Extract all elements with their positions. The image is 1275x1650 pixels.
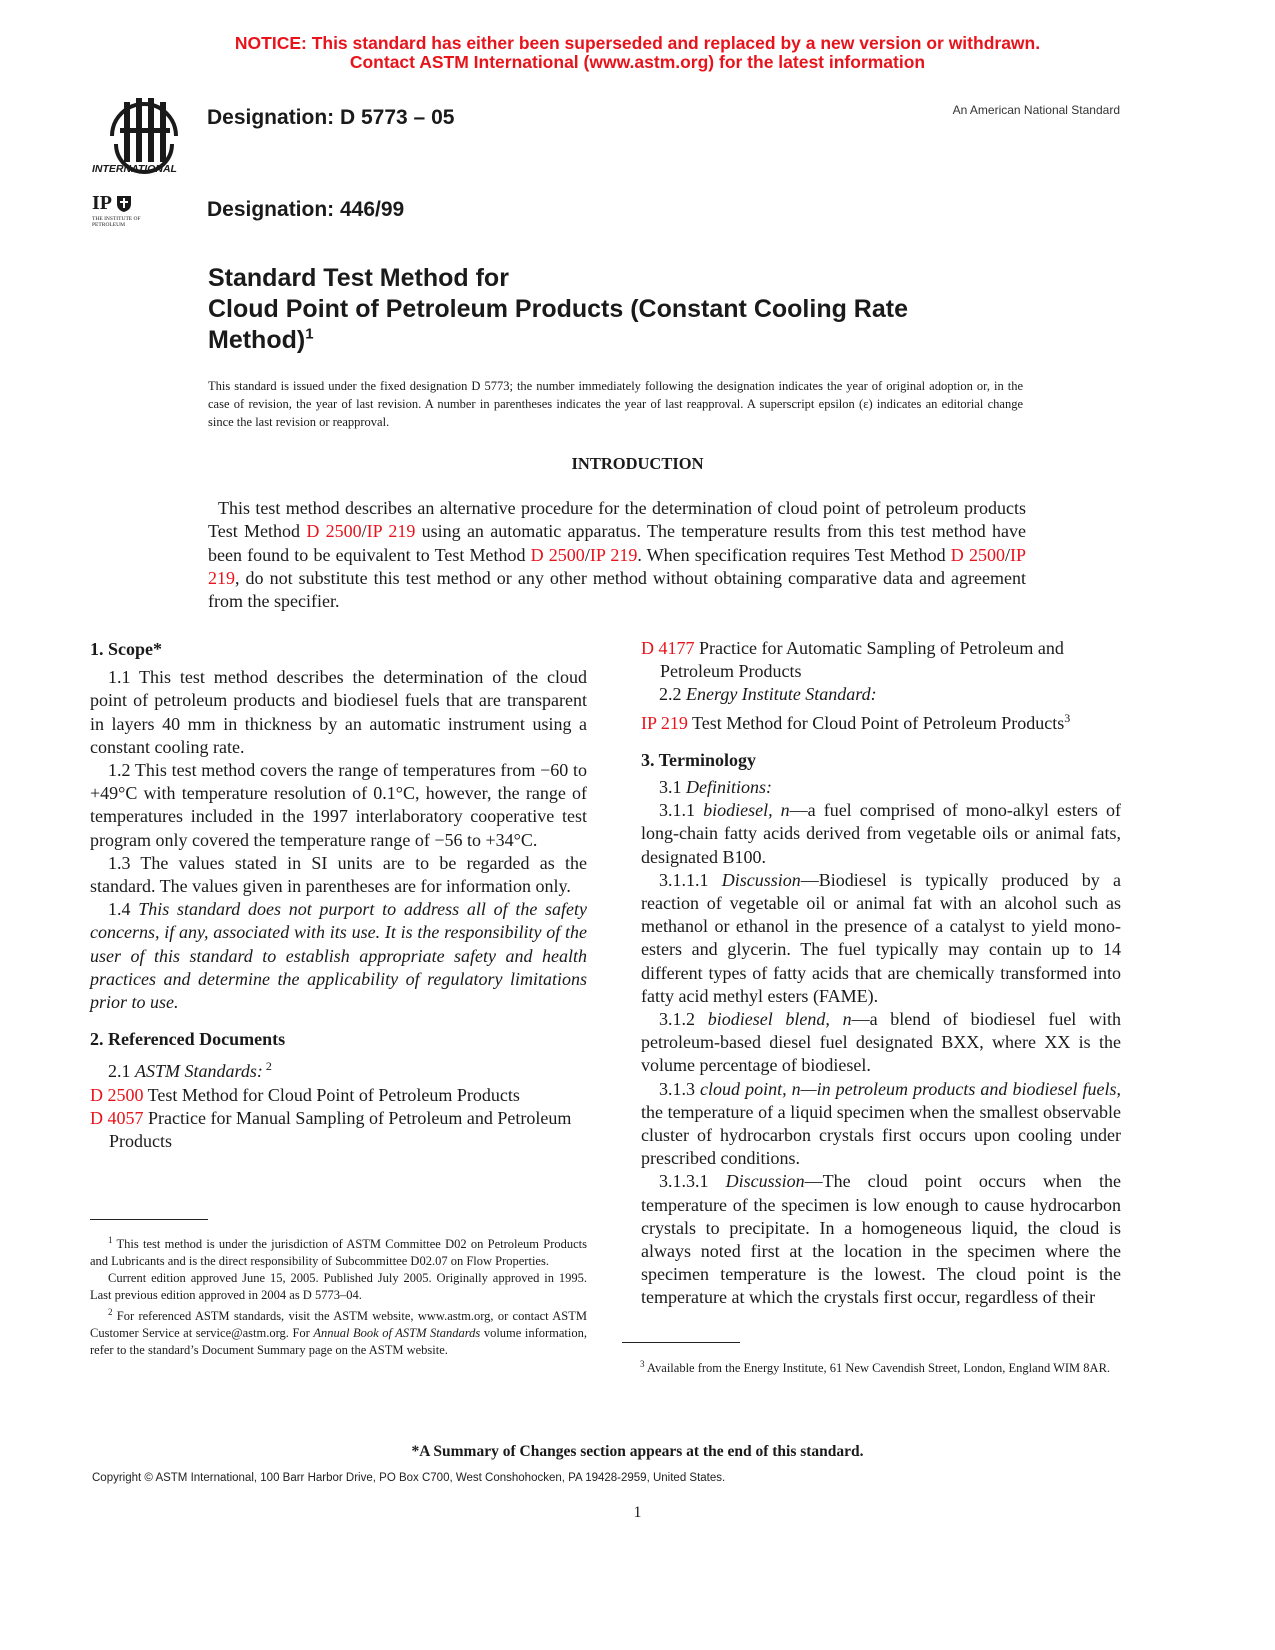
section-1-1: 1.1 This test method describes the determination of the cloud point of petroleum products and biodiesel fuels that are transparent in layers 40 mm in thickness by an automatic instrument using a constant cooling rate.: [90, 667, 587, 757]
section-2-1-sup: 2: [262, 1059, 272, 1074]
definition-biodiesel-blend-term: biodiesel blend, n: [707, 1009, 852, 1030]
section-3-1-text: Definitions:: [686, 777, 772, 798]
footnote-2-mark: 2: [108, 1307, 113, 1318]
footnotes-right: [622, 1356, 1120, 1377]
link-ip219[interactable]: IP 219: [366, 521, 416, 542]
designation-astm: Designation: D 5773 – 05: [207, 106, 455, 129]
discussion-biodiesel-label: Discussion: [721, 869, 801, 890]
page-number: 1: [633, 1504, 642, 1521]
footnote-2-text-italic: Annual Book of ASTM Standards: [313, 1326, 481, 1341]
footnote-rule-left: [90, 1219, 208, 1220]
definition-cloud-point-number: 3.1.3: [659, 1078, 701, 1099]
definition-cloud-point-term: cloud point, n—in petroleum products and biodiesel fuels: [700, 1078, 1117, 1099]
footnote-2-text-a: For referenced ASTM standards, visit the ASTM website, www.astm.org, or contact ASTM Customer Service at service@astm.org. For: [90, 1309, 587, 1341]
summary-of-changes-note: *A Summary of Changes section appears at the end of this standard.: [411, 1443, 864, 1460]
american-national-standard: An American National Standard: [952, 103, 1120, 117]
definition-biodiesel-number: 3.1.1: [659, 800, 704, 821]
section-1-2: 1.2 This test method covers the range of temperatures from −60 to +49°C with temperature resolution of 0.1°C, however, the range of temperatures included in the 1997 interlaboratory cooperative test program only covered the temperature range of −56 to +34°C.: [90, 760, 587, 850]
title-line-3: [208, 325, 1108, 356]
definition-biodiesel-text: —a fuel comprised of mono-alkyl esters of long-chain fatty acids derived from vegetable oils or animal fats, designated B100.: [641, 800, 1121, 867]
footnote-3: [622, 1356, 1120, 1377]
definition-biodiesel: [641, 799, 1121, 869]
footnote-3-text: Available from the Energy Institute, 61 New Cavendish Street, London, England WIM 8AR.: [644, 1361, 1111, 1376]
astm-logo-text: INTERNATIONAL: [92, 163, 177, 175]
intro-text-3: . When specification requires Test Method: [637, 544, 951, 565]
introduction-heading: INTRODUCTION: [571, 454, 704, 473]
document-title: [208, 263, 1108, 356]
footnote-1-edition: Current edition approved June 15, 2005. Published July 2005. Originally approved in 1995. Last previous edition approved in 2004 as D 5773–04.: [90, 1271, 587, 1303]
definition-biodiesel-blend-text: —a blend of biodiesel fuel with petroleum-based diesel fuel designated BXX, where XX is the volume percentage of biodiesel.: [641, 1009, 1121, 1076]
section-2-2-number: 2.2: [659, 684, 686, 705]
link-d2500[interactable]: D 2500: [90, 1084, 144, 1105]
terminology-heading: 3. Terminology: [641, 749, 757, 770]
shield-icon: [116, 195, 132, 213]
title-line-2: Cloud Point of Petroleum Products (Constant Cooling Rate: [208, 295, 908, 323]
discussion-cloud-point: [641, 1170, 1121, 1309]
section-1-4-number: 1.4: [108, 899, 139, 920]
section-1-4: [90, 898, 587, 1014]
definition-biodiesel-blend-number: 3.1.2: [659, 1009, 708, 1030]
discussion-cloud-point-number: 3.1.3.1: [659, 1171, 726, 1192]
scope-heading: 1. Scope*: [90, 639, 162, 659]
footnote-2: [90, 1304, 587, 1359]
ip-logo: [92, 192, 152, 232]
section-2-2-text: Energy Institute Standard:: [686, 684, 877, 705]
link-ip219[interactable]: IP 219: [208, 544, 1026, 588]
reference-ip219-title: Test Method for Cloud Point of Petroleum Products: [687, 712, 1065, 733]
section-2-1-number: 2.1: [108, 1061, 135, 1082]
referenced-documents-heading: 2. Referenced Documents: [90, 1029, 286, 1050]
introduction-text: [208, 497, 1026, 613]
link-d2500[interactable]: D 2500: [950, 544, 1005, 565]
intro-text-1: This test method describes an alternative procedure for the determination of cloud point of petroleum products Test Method: [208, 498, 1026, 542]
title-line-3-text: Method): [208, 326, 306, 354]
reference-d4177-title: Practice for Automatic Sampling of Petroleum and Petroleum Products: [660, 638, 1064, 682]
intro-text-4: , do not substitute this test method or any other method without obtaining comparative data and agreement from the specifier.: [208, 567, 1026, 612]
discussion-cloud-point-label: Discussion: [725, 1171, 805, 1192]
right-column: [641, 637, 1121, 1310]
title-footnote-mark: 1: [305, 325, 314, 343]
astm-logo: [92, 88, 196, 180]
definition-cloud-point-text: , the temperature of a liquid specimen when the smallest observable cluster of hydrocarbon crystals first occurs upon cooling under prescribed conditions.: [641, 1078, 1121, 1169]
footnote-1-mark: 1: [108, 1235, 113, 1245]
link-d4177[interactable]: D 4177: [641, 638, 695, 658]
footnote-1: [90, 1232, 587, 1270]
reference-ip219-sup: 3: [1064, 710, 1071, 725]
reference-ip219: [641, 707, 1121, 735]
footnote-rule-right: [622, 1342, 740, 1343]
link-ip219[interactable]: IP 219: [589, 544, 638, 565]
ip-logo-subtext: THE INSTITUTE OF PETROLEUM: [92, 216, 141, 228]
intro-slash: /: [361, 521, 367, 542]
notice-line-2: Contact ASTM International (www.astm.org) for the latest information: [349, 52, 926, 72]
link-d2500[interactable]: D 2500: [530, 544, 585, 565]
reference-d4057-title: Practice for Manual Sampling of Petroleum and Petroleum Products: [109, 1107, 572, 1152]
intro-slash: /: [584, 544, 590, 565]
section-2-2: [641, 683, 1121, 706]
footnote-3-mark: 3: [640, 1359, 645, 1369]
left-column: [90, 638, 587, 1153]
intro-slash: /: [1004, 544, 1010, 565]
designation-ip: Designation: 446/99: [207, 198, 405, 221]
reference-d4057: [90, 1107, 587, 1153]
link-d2500[interactable]: D 2500: [306, 521, 362, 542]
discussion-biodiesel-text: —Biodiesel is typically produced by a reaction of vegetable oil or animal fat with an alcohol such as methanol or ethanol in the presence of a catalyst to yield mono-esters and glycerin. The fuel typically may contain up to 14 different types of fatty acids that are chemically transformed into fatty acid methyl esters (FAME).: [641, 869, 1121, 1006]
footnote-2-text-b: volume information, refer to the standard’s Document Summary page on the ASTM website.: [90, 1326, 587, 1358]
discussion-biodiesel: [641, 869, 1121, 1008]
copyright: Copyright © ASTM International, 100 Barr Harbor Drive, PO Box C700, West Conshohocken, PA 19428-2959, United States.: [92, 1472, 726, 1484]
definition-cloud-point: [641, 1078, 1121, 1171]
discussion-cloud-point-text: —The cloud point occurs when the temperature of the specimen is low enough to cause hydrocarbon crystals to precipitate. In a homogeneous liquid, the cloud is always noted first at the location in the specimen where the specimen temperature is the lowest. The cloud point is the temperature at which the crystals first occur, regardless of their: [641, 1171, 1121, 1308]
link-ip219[interactable]: IP 219: [641, 712, 688, 733]
discussion-biodiesel-number: 3.1.1.1: [659, 869, 722, 890]
definition-biodiesel-blend: [641, 1008, 1121, 1078]
section-1-3: 1.3 The values stated in SI units are to be regarded as the standard. The values given in parentheses are for information only.: [90, 852, 587, 897]
notice-line-1: NOTICE: This standard has either been superseded and replaced by a new version or withdrawn.: [234, 33, 1041, 53]
section-3-1-number: 3.1: [659, 777, 686, 798]
section-2-1: [90, 1055, 587, 1083]
withdrawal-notice: [0, 34, 1275, 72]
reference-d2500: [90, 1084, 587, 1107]
section-2-1-text: ASTM Standards:: [135, 1061, 263, 1082]
footnotes-left: [90, 1232, 587, 1359]
intro-text-2: using an automatic apparatus. The temperature results from this test method have been found to be equivalent to Test Method: [208, 521, 1027, 565]
issued-note: This standard is issued under the fixed designation D 5773; the number immediately following the designation indicates the year of original adoption or, in the case of revision, the year of last revision. A number in parentheses indicates the year of last reapproval. A superscript epsilon (ε) indicates an editorial change since the last revision or reapproval.: [208, 379, 1023, 429]
footnote-1-text: This test method is under the jurisdiction of ASTM Committee D02 on Petroleum Products and Lubricants and is the direct responsibility of Subcommittee D02.07 on Flow Properties.: [90, 1237, 587, 1269]
section-3-1: [641, 776, 1121, 799]
definition-biodiesel-term: biodiesel, n: [703, 800, 790, 821]
link-d4057[interactable]: D 4057: [90, 1107, 144, 1128]
title-line-1: Standard Test Method for: [208, 264, 509, 292]
reference-d2500-title: Test Method for Cloud Point of Petroleum Products: [143, 1084, 520, 1105]
section-1-4-text: This standard does not purport to address all of the safety concerns, if any, associated with its use. It is the responsibility of the user of this standard to establish appropriate safety and health practices and determine the applicability of regulatory limitations prior to use.: [90, 899, 588, 1013]
reference-d4177: [641, 637, 1121, 683]
ip-logo-text: IP: [92, 192, 112, 214]
